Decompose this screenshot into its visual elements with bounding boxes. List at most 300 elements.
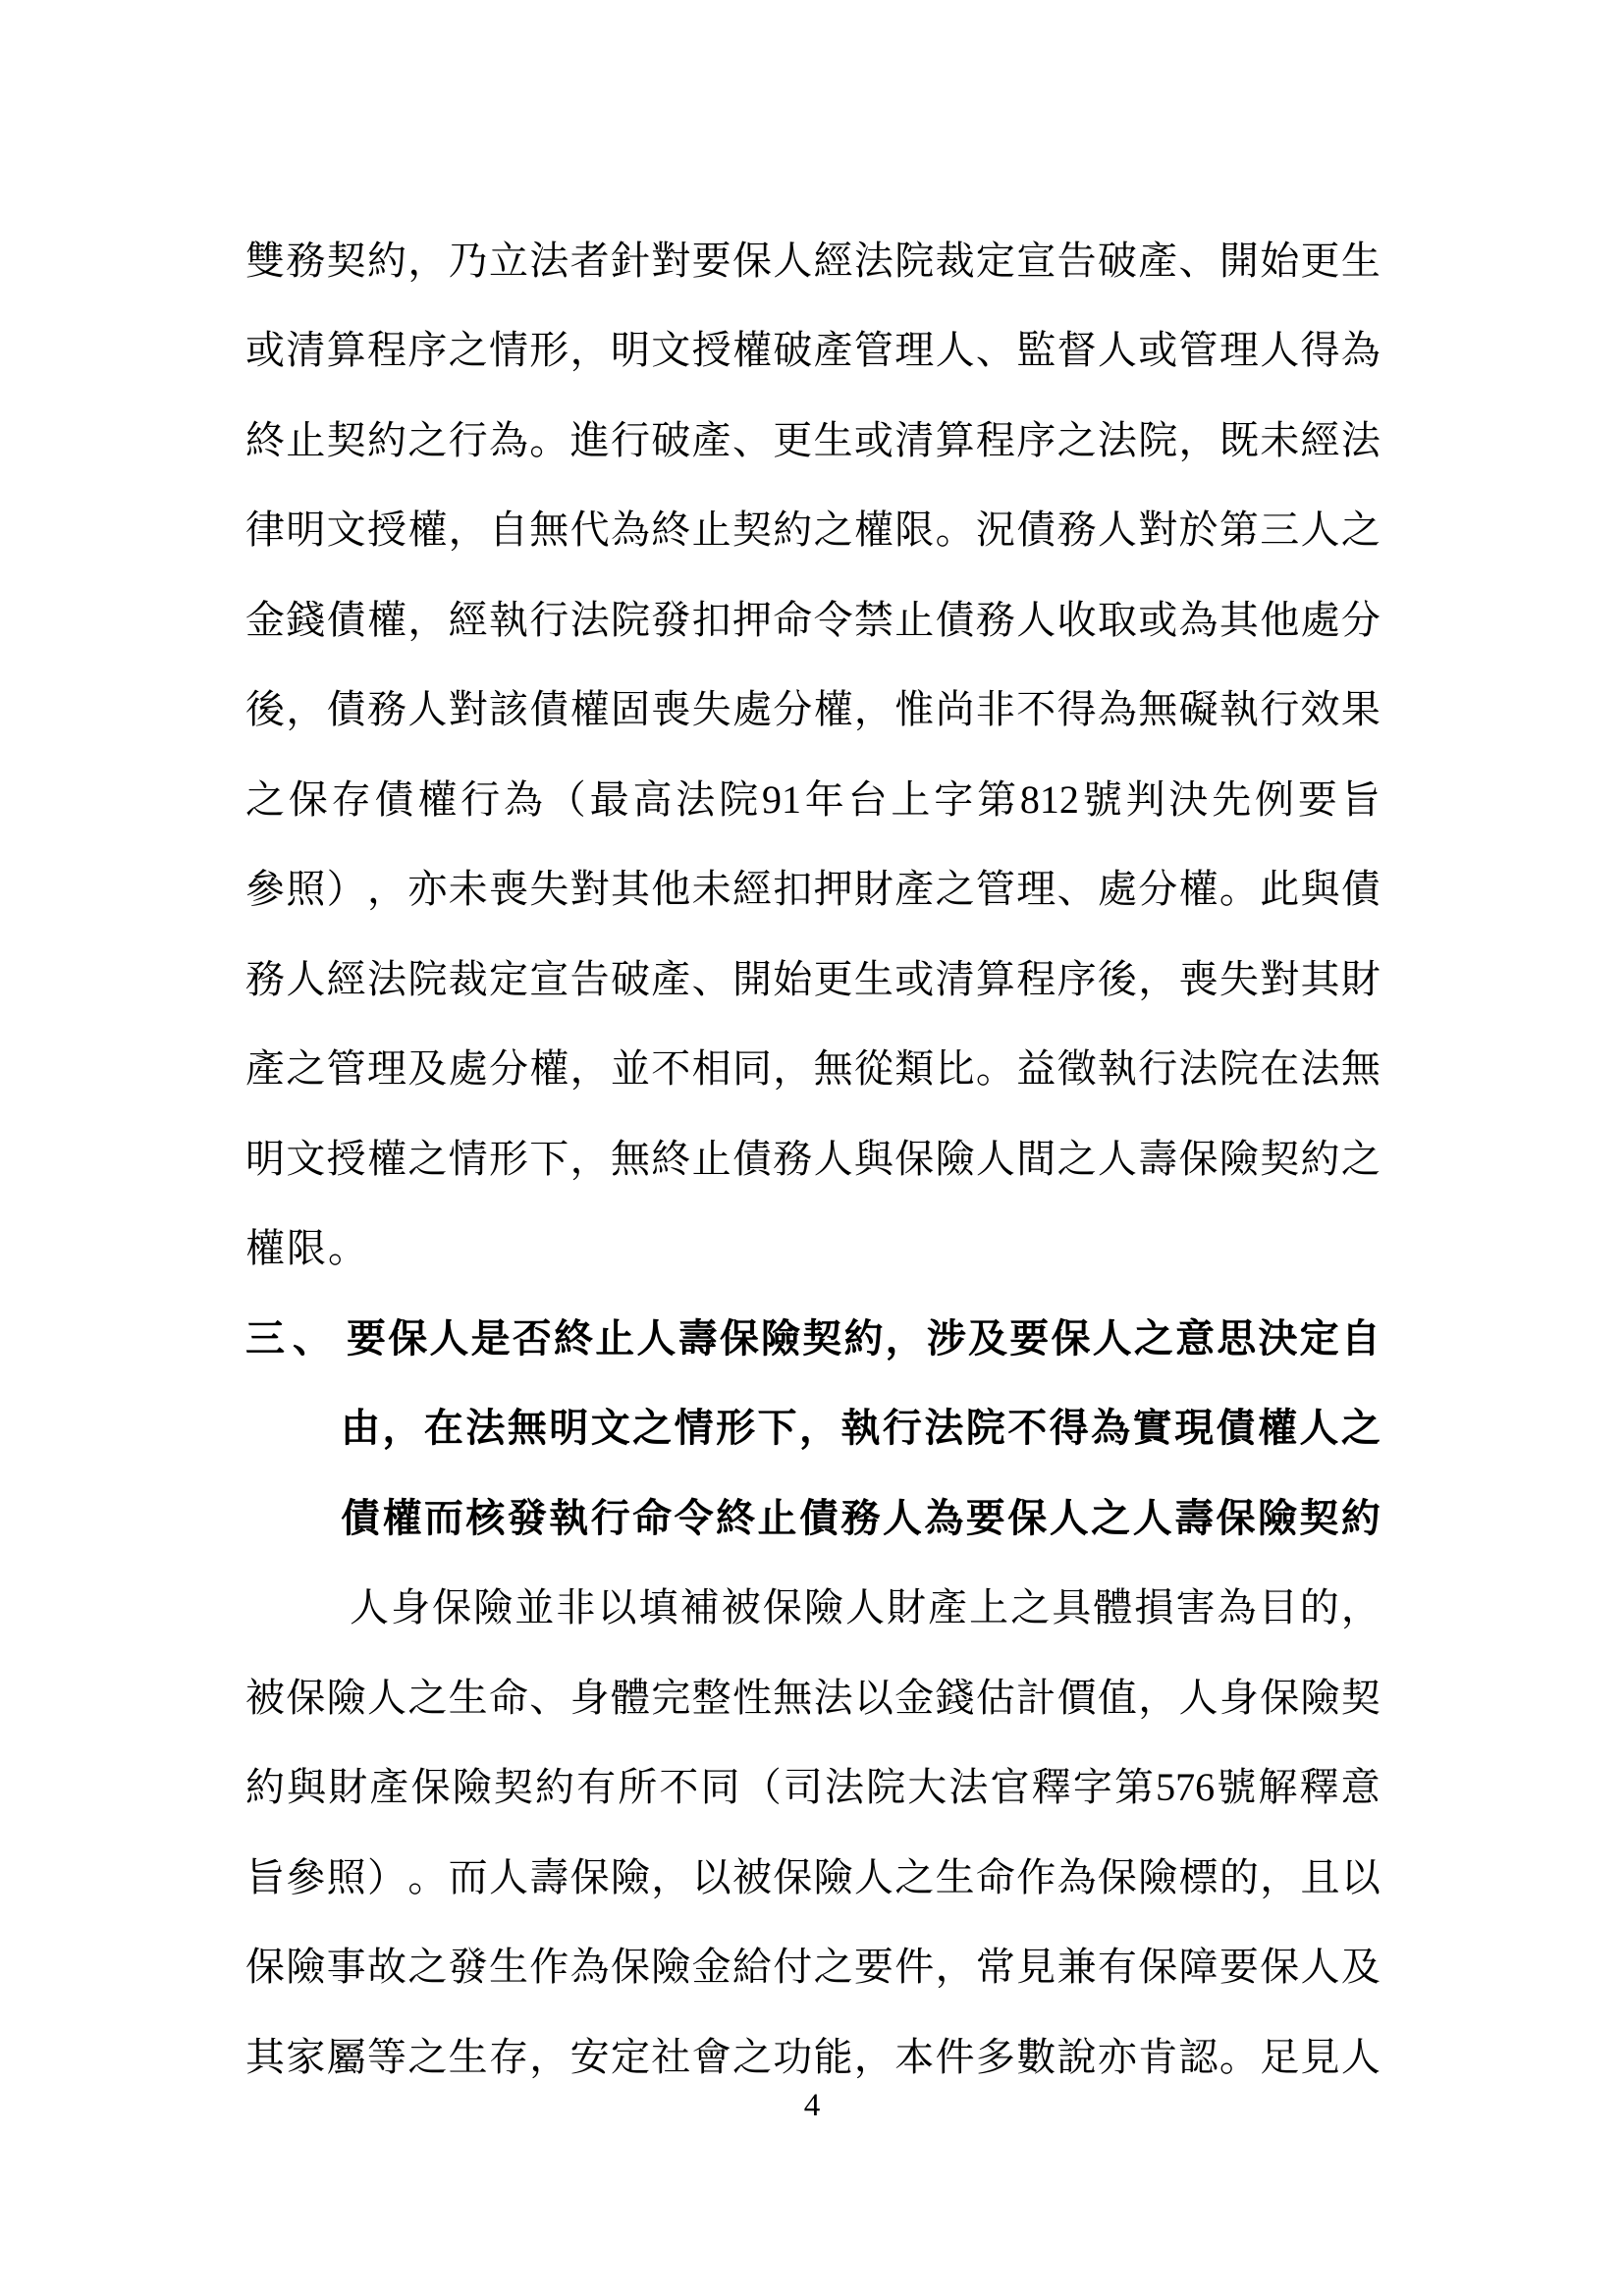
glyph: 具	[1052, 1585, 1092, 1630]
glyph: 止	[691, 507, 731, 553]
glyph: 被	[245, 1675, 285, 1720]
glyph: 為	[610, 507, 650, 553]
glyph: 年	[804, 776, 844, 822]
glyph: （	[546, 776, 586, 822]
glyph: 權	[529, 1046, 569, 1092]
glyph: 比	[935, 1046, 975, 1092]
glyph: 對	[1138, 507, 1178, 553]
glyph: 算	[975, 956, 1015, 1001]
text-line	[350, 1564, 1380, 1654]
glyph: ，	[407, 597, 448, 642]
glyph: 行	[460, 776, 501, 822]
glyph: 人	[286, 956, 326, 1001]
glyph: 債	[798, 1495, 839, 1540]
text-line	[245, 1204, 1380, 1295]
glyph: 不	[1016, 687, 1056, 732]
glyph: 且	[1300, 1854, 1340, 1899]
glyph: 、	[975, 328, 1015, 373]
glyph: ，	[382, 1406, 422, 1451]
glyph: 人	[975, 1136, 1015, 1181]
glyph: 明	[610, 328, 650, 373]
glyph: 院	[1218, 1046, 1259, 1092]
glyph: 要	[965, 1495, 1005, 1540]
glyph: 保	[569, 1854, 610, 1899]
glyph: 及	[1340, 1945, 1380, 1990]
glyph: 法	[676, 776, 716, 822]
glyph: 喪	[488, 867, 528, 912]
glyph: 保	[288, 776, 328, 822]
glyph: 等	[366, 2034, 406, 2079]
glyph: ）	[326, 867, 366, 912]
glyph: 契	[493, 1765, 533, 1810]
text-line	[245, 1833, 1380, 1923]
glyph: 之	[632, 1406, 673, 1451]
glyph: 未	[1260, 417, 1300, 462]
glyph: 產	[894, 867, 935, 912]
glyph: 保	[1260, 1675, 1300, 1720]
glyph: 限	[894, 507, 935, 553]
glyph: ，	[569, 1136, 610, 1181]
glyph: 或	[853, 417, 893, 462]
glyph: 處	[731, 687, 772, 732]
glyph: 而	[423, 1495, 463, 1540]
glyph: 為	[1217, 1585, 1257, 1630]
glyph: 開	[731, 956, 772, 1001]
glyph: 體	[610, 1675, 650, 1720]
glyph: 要	[347, 1315, 386, 1361]
glyph: 惟	[894, 687, 935, 732]
glyph: 之	[1056, 417, 1097, 462]
text-line	[245, 666, 1380, 756]
glyph: 或	[1138, 328, 1178, 373]
glyph: 法	[465, 1406, 506, 1451]
glyph: 之	[731, 2034, 772, 2079]
glyph: 裁	[448, 956, 488, 1001]
text-line	[341, 1384, 1380, 1474]
glyph: 法	[529, 238, 569, 283]
glyph: 之	[407, 1136, 448, 1181]
glyph: 作	[529, 1945, 569, 1990]
text-line	[245, 1025, 1380, 1115]
glyph: 法	[824, 1765, 864, 1810]
glyph: 權	[245, 1226, 287, 1271]
glyph: 告	[1056, 238, 1097, 283]
glyph: 權	[569, 687, 610, 732]
glyph: 約	[1340, 1495, 1380, 1540]
glyph: 人	[1097, 507, 1137, 553]
glyph: 債	[731, 1136, 772, 1181]
glyph: 其	[610, 867, 650, 912]
glyph: 經	[448, 597, 488, 642]
glyph: 存	[488, 2034, 528, 2079]
glyph: 約	[843, 1315, 884, 1361]
glyph: 文	[326, 507, 366, 553]
glyph: 有	[1097, 1945, 1137, 1990]
glyph: 執	[549, 1495, 589, 1540]
glyph: 數	[1016, 2034, 1056, 2079]
glyph: 債	[1016, 507, 1056, 553]
glyph: 院	[965, 1406, 1005, 1451]
glyph: 先	[1212, 776, 1252, 822]
glyph: 第	[1113, 1765, 1154, 1810]
glyph: 更	[773, 417, 813, 462]
glyph: 意	[1175, 1315, 1216, 1361]
glyph: 序	[1056, 956, 1097, 1001]
glyph: 目	[1258, 1585, 1298, 1630]
glyph: 保	[1051, 1315, 1091, 1361]
glyph: 照	[326, 1854, 366, 1899]
glyph: 非	[975, 687, 1015, 732]
glyph: ，	[286, 687, 326, 732]
glyph: 為	[924, 1495, 964, 1540]
text-block	[245, 216, 1380, 2103]
glyph: 務	[366, 687, 406, 732]
glyph: 。	[935, 507, 975, 553]
glyph: 在	[423, 1406, 463, 1451]
glyph: 所	[618, 1765, 658, 1810]
glyph: 人	[773, 238, 813, 283]
glyph: 終	[245, 417, 285, 462]
glyph: 保	[1007, 1495, 1048, 1540]
glyph: 故	[366, 1945, 406, 1990]
glyph: 約	[534, 1765, 574, 1810]
glyph: 務	[840, 1495, 881, 1540]
glyph: 生	[448, 1675, 488, 1720]
glyph: 況	[975, 507, 1015, 553]
glyph: 行	[529, 597, 569, 642]
glyph: 、	[1178, 238, 1218, 283]
glyph: 行	[882, 1406, 922, 1451]
glyph: 判	[1125, 776, 1165, 822]
glyph: 實	[1132, 1406, 1172, 1451]
glyph: 授	[366, 507, 406, 553]
glyph: 參	[245, 867, 285, 912]
glyph: 經	[326, 956, 366, 1001]
glyph: 體	[1093, 1585, 1133, 1630]
glyph: 行	[590, 1495, 630, 1540]
glyph: 分	[488, 1046, 528, 1092]
glyph: 說	[1056, 2034, 1097, 2079]
glyph: 或	[1138, 597, 1178, 642]
glyph: 間	[1016, 1136, 1056, 1181]
glyph: 徵	[1056, 1046, 1097, 1092]
glyph: 程	[1016, 956, 1056, 1001]
glyph: 人	[1299, 1406, 1339, 1451]
glyph: 見	[1300, 2034, 1340, 2079]
glyph: 思	[1217, 1315, 1257, 1361]
glyph: 意	[1340, 1765, 1380, 1810]
glyph: 開	[1218, 238, 1259, 283]
glyph: 見	[1016, 1945, 1056, 1990]
glyph: 形	[716, 1406, 756, 1451]
glyph: 分	[1138, 867, 1178, 912]
glyph: 為	[1178, 597, 1218, 642]
glyph: ，	[798, 1406, 839, 1451]
glyph: 權	[417, 776, 458, 822]
glyph: 法	[1178, 1046, 1218, 1092]
glyph: 錢	[286, 597, 326, 642]
glyph: 涉	[926, 1315, 966, 1361]
glyph: 程	[366, 328, 406, 373]
glyph: ，	[1178, 417, 1218, 462]
glyph: 。	[1218, 867, 1259, 912]
text-line	[245, 1743, 1380, 1834]
glyph: 否	[512, 1315, 552, 1361]
glyph: 無	[610, 1136, 650, 1181]
glyph: 財	[853, 867, 893, 912]
glyph: 產	[369, 1765, 409, 1810]
glyph: 為	[503, 776, 543, 822]
glyph: 財	[1340, 956, 1380, 1001]
glyph: 務	[245, 956, 285, 1001]
glyph: 為	[1097, 687, 1137, 732]
glyph: 破	[1097, 238, 1137, 283]
glyph: 程	[975, 417, 1015, 462]
glyph: 執	[488, 597, 528, 642]
glyph: 約	[366, 417, 406, 462]
glyph: 類	[894, 1046, 935, 1092]
glyph: 以	[853, 1675, 893, 1720]
glyph: 與	[287, 1765, 327, 1810]
glyph: 始	[773, 956, 813, 1001]
glyph: 為	[488, 417, 528, 462]
text-line	[245, 306, 1380, 397]
glyph: 情	[488, 328, 528, 373]
glyph: 固	[610, 687, 650, 732]
glyph: 為	[1056, 1854, 1097, 1899]
glyph: 處	[1300, 597, 1340, 642]
glyph: 三	[1260, 507, 1300, 553]
glyph: ，	[885, 1315, 925, 1361]
glyph: 保	[1097, 1854, 1137, 1899]
glyph: 其	[1300, 956, 1340, 1001]
glyph: 情	[448, 1136, 488, 1181]
glyph: 止	[595, 1315, 635, 1361]
glyph: 保	[410, 1765, 451, 1810]
glyph: 人	[844, 1585, 885, 1630]
glyph: 是	[470, 1315, 511, 1361]
glyph: 及	[407, 1046, 448, 1092]
glyph: 決	[1258, 1315, 1298, 1361]
glyph: 契	[326, 238, 366, 283]
glyph: 失	[529, 867, 569, 912]
glyph: 身	[1218, 1675, 1259, 1720]
glyph: 產	[813, 328, 853, 373]
glyph: 人	[636, 1315, 677, 1361]
glyph: 亦	[1097, 2034, 1137, 2079]
glyph: 社	[651, 2034, 691, 2079]
glyph: 終	[554, 1315, 594, 1361]
glyph: 之	[245, 776, 285, 822]
glyph: 後	[245, 687, 285, 732]
glyph: 之	[1340, 507, 1380, 553]
glyph: 限	[287, 1226, 328, 1271]
glyph: ）	[366, 1854, 406, 1899]
glyph: 命	[632, 1495, 673, 1540]
glyph: 分	[1340, 597, 1380, 642]
glyph: 產	[928, 1585, 968, 1630]
glyph: （	[741, 1765, 782, 1810]
glyph: 例	[1255, 776, 1295, 822]
glyph: 保	[245, 1945, 285, 1990]
glyph: 與	[853, 1136, 893, 1181]
glyph: 執	[1218, 687, 1259, 732]
glyph: 釋	[1299, 1765, 1339, 1810]
glyph: 後	[1097, 956, 1137, 1001]
glyph: 多	[975, 2034, 1015, 2079]
glyph: 的	[1299, 1585, 1339, 1630]
glyph: 險	[1218, 1136, 1259, 1181]
glyph: 壽	[529, 1854, 569, 1899]
glyph: 第	[977, 776, 1017, 822]
glyph: 明	[549, 1406, 589, 1451]
glyph: 、	[1056, 867, 1097, 912]
glyph: 險	[935, 1136, 975, 1181]
glyph: 之	[894, 1854, 935, 1899]
glyph: 破	[651, 417, 691, 462]
glyph: 及	[968, 1315, 1008, 1361]
section-heading	[245, 1294, 1380, 1564]
glyph: 兼	[1056, 1945, 1097, 1990]
glyph: 更	[813, 956, 853, 1001]
glyph: 釋	[1031, 1765, 1071, 1810]
glyph: 之	[813, 1945, 853, 1990]
glyph: 對	[651, 238, 691, 283]
glyph: 為	[1340, 328, 1380, 373]
glyph: 身	[569, 1675, 610, 1720]
glyph: 人	[407, 687, 448, 732]
glyph: 約	[1300, 1136, 1340, 1181]
glyph: 契	[802, 1315, 842, 1361]
glyph: 生	[935, 1854, 975, 1899]
glyph: 進	[569, 417, 610, 462]
glyph: 經	[731, 867, 772, 912]
glyph: 無	[813, 1046, 853, 1092]
glyph: 旨	[245, 1854, 285, 1899]
glyph: 或	[894, 956, 935, 1001]
glyph: 之	[1133, 1315, 1173, 1361]
text-line	[341, 1473, 1380, 1564]
glyph: 下	[529, 1136, 569, 1181]
glyph: 收	[1056, 597, 1097, 642]
glyph: 險	[452, 1765, 492, 1810]
glyph: 權	[382, 1495, 422, 1540]
glyph: 照	[286, 867, 326, 912]
glyph: 為	[569, 1945, 610, 1990]
glyph: 人	[429, 1315, 469, 1361]
glyph: 院	[894, 238, 935, 283]
glyph: 喪	[651, 687, 691, 732]
glyph: 對	[448, 687, 488, 732]
glyph: 件	[894, 1945, 935, 1990]
glyph: 肯	[1138, 2034, 1178, 2079]
paragraph-2	[245, 1564, 1380, 2103]
glyph: 命	[488, 1675, 528, 1720]
glyph: 補	[679, 1585, 720, 1630]
glyph: 文	[286, 1136, 326, 1181]
glyph: 或	[245, 328, 285, 373]
glyph: 以	[1340, 1854, 1380, 1899]
glyph: 人	[1092, 1315, 1132, 1361]
glyph: 安	[569, 2034, 610, 2079]
glyph: 險	[761, 1315, 801, 1361]
glyph: 立	[488, 238, 528, 283]
glyph: 止	[286, 417, 326, 462]
glyph: 該	[488, 687, 528, 732]
glyph: 法	[1300, 1046, 1340, 1092]
glyph: 法	[948, 1765, 989, 1810]
glyph: 對	[569, 867, 610, 912]
glyph: 明	[245, 1136, 285, 1181]
glyph: 取	[1097, 597, 1137, 642]
glyph: 人	[488, 1854, 528, 1899]
glyph: 險	[610, 1854, 650, 1899]
glyph: 理	[1016, 867, 1056, 912]
glyph: 錢	[935, 1675, 975, 1720]
glyph: 人	[1300, 1945, 1340, 1990]
glyph: 之	[1340, 1136, 1380, 1181]
glyph: 最	[589, 776, 629, 822]
glyph: 由	[341, 1406, 380, 1451]
glyph: 告	[569, 956, 610, 1001]
glyph: 第	[1218, 507, 1259, 553]
glyph: 決	[1168, 776, 1209, 822]
glyph: 得	[1049, 1406, 1089, 1451]
glyph: 有	[576, 1765, 617, 1810]
glyph: 解	[1258, 1765, 1298, 1810]
glyph: 產	[245, 1046, 285, 1092]
glyph: 人	[882, 1495, 922, 1540]
glyph: ，	[1138, 956, 1178, 1001]
glyph: 明	[286, 507, 326, 553]
glyph: 理	[894, 328, 935, 373]
glyph: 完	[651, 1675, 691, 1720]
glyph: 標	[1178, 1854, 1218, 1899]
glyph: 字	[1072, 1765, 1112, 1810]
glyph: 給	[731, 1945, 772, 1990]
glyph: 務	[975, 597, 1015, 642]
glyph: 務	[1056, 507, 1097, 553]
glyph: 務	[286, 238, 326, 283]
glyph: 院	[610, 597, 650, 642]
paragraph-1	[245, 216, 1380, 1294]
glyph: 法	[853, 238, 893, 283]
glyph: 喪	[1178, 956, 1218, 1001]
glyph: 法	[813, 1675, 853, 1720]
glyph: 障	[1178, 1945, 1218, 1990]
glyph: 權	[366, 1136, 406, 1181]
glyph: 發	[448, 1945, 488, 1990]
glyph: 官	[990, 1765, 1030, 1810]
glyph: 管	[326, 1046, 366, 1092]
glyph: 令	[813, 597, 853, 642]
glyph: 之	[407, 417, 448, 462]
glyph: 止	[894, 597, 935, 642]
glyph: 礙	[1178, 687, 1218, 732]
glyph: 命	[975, 1854, 1015, 1899]
glyph: 、	[691, 956, 731, 1001]
glyph: 債	[1340, 867, 1380, 912]
glyph: 高	[632, 776, 673, 822]
glyph: 約	[366, 238, 406, 283]
glyph: 處	[448, 1046, 488, 1092]
glyph: 不	[659, 1765, 699, 1810]
glyph: 上	[891, 776, 931, 822]
glyph: 未	[448, 867, 488, 912]
text-line	[245, 575, 1380, 666]
glyph: ，	[651, 1854, 691, 1899]
glyph: 被	[721, 1585, 761, 1630]
